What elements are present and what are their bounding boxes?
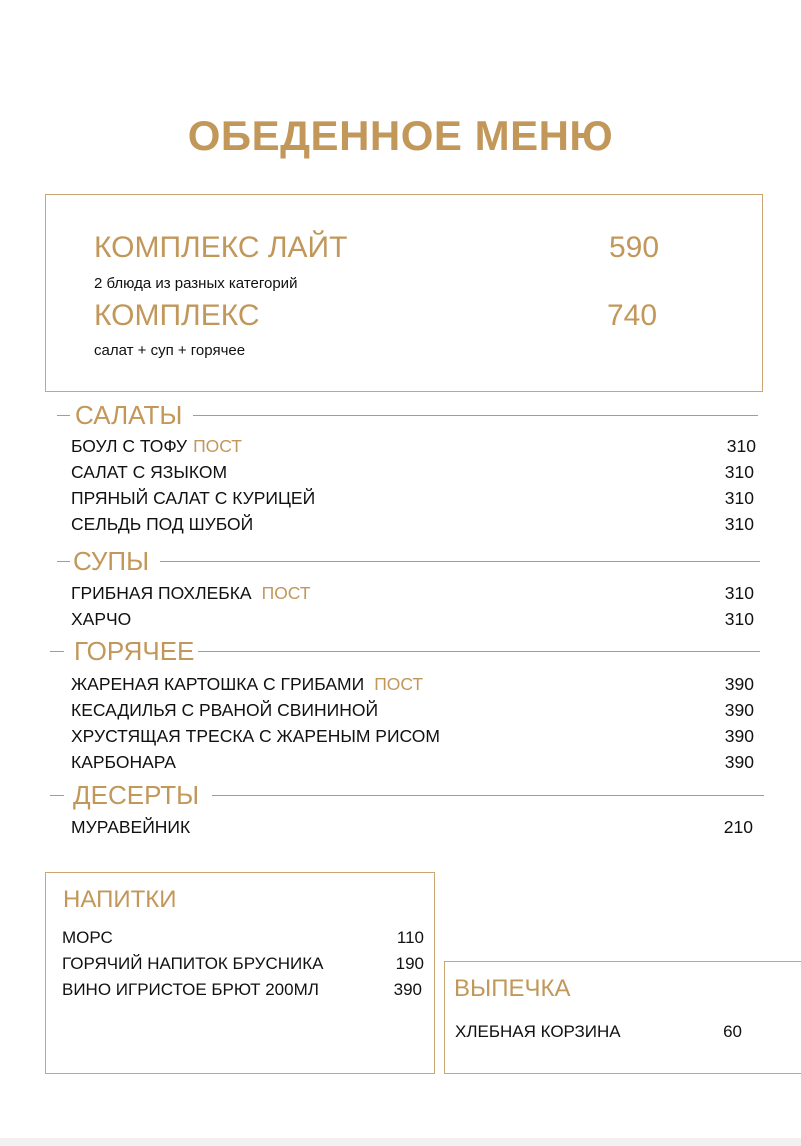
combo-full-name: КОМПЛЕКС: [94, 299, 260, 332]
drink-item: МОРС: [62, 928, 113, 947]
menu-item: КЕСАДИЛЬЯ С РВАНОЙ СВИНИНОЙ: [71, 700, 379, 720]
section-desserts-title: ДЕСЕРТЫ: [73, 780, 200, 810]
section-salads-title: САЛАТЫ: [75, 400, 183, 430]
menu-item: КАРБОНАРА: [71, 752, 176, 772]
section-rule: [160, 561, 760, 562]
page-bottom-strip: [0, 1138, 801, 1146]
section-dash: [57, 561, 70, 562]
menu-item-price: 210: [723, 817, 753, 837]
combo-lite-price: 590: [609, 231, 660, 264]
section-hot-title: ГОРЯЧЕЕ: [74, 636, 195, 666]
section-dash: [50, 795, 64, 796]
section-soups-header: [0, 546, 801, 576]
menu-item: ГРИБНАЯ ПОХЛЕБКА ПОСТ: [71, 583, 311, 603]
section-hot-header: [0, 636, 801, 666]
menu-item-price: 310: [724, 462, 754, 482]
bakery-box: [444, 961, 801, 1074]
menu-item-price: 390: [724, 726, 754, 746]
menu-item-price: 310: [726, 436, 756, 456]
lent-badge: ПОСТ: [261, 583, 311, 603]
lent-badge: ПОСТ: [193, 436, 242, 456]
bakery-price: 60: [723, 1022, 742, 1041]
menu-item: ХРУСТЯЩАЯ ТРЕСКА С ЖАРЕНЫМ РИСОМ: [71, 726, 440, 746]
combo-full-price: 740: [607, 299, 658, 332]
combo-full-description: салат + суп + горячее: [94, 342, 246, 359]
section-rule: [198, 651, 760, 652]
drink-item: ГОРЯЧИЙ НАПИТОК БРУСНИКА: [62, 954, 324, 973]
menu-item: ЖАРЕНАЯ КАРТОШКА С ГРИБАМИ ПОСТ: [71, 674, 424, 694]
section-rule: [212, 795, 764, 796]
section-desserts-header: [0, 780, 801, 810]
drinks-box: [45, 872, 435, 1074]
drink-item: ВИНО ИГРИСТОЕ БРЮТ 200МЛ: [62, 980, 319, 999]
combo-box: [45, 194, 763, 392]
combo-lite-description: 2 блюда из разных категорий: [94, 275, 298, 292]
menu-item-price: 310: [724, 488, 754, 508]
page-title: ОБЕДЕННОЕ МЕНЮ: [187, 112, 614, 159]
menu-item: МУРАВЕЙНИК: [71, 817, 191, 837]
menu-item-price: 310: [724, 609, 754, 629]
section-dash: [50, 651, 64, 652]
menu-item: СЕЛЬДЬ ПОД ШУБОЙ: [71, 514, 254, 534]
bakery-item: ХЛЕБНАЯ КОРЗИНА: [455, 1022, 621, 1041]
section-rule: [193, 415, 758, 416]
drink-price: 190: [395, 954, 424, 973]
menu-item: САЛАТ С ЯЗЫКОМ: [71, 462, 228, 482]
menu-item-price: 390: [724, 752, 754, 772]
menu-item: БОУЛ С ТОФУ ПОСТ: [71, 436, 242, 456]
section-salads-header: [0, 400, 801, 430]
menu-item: ХАРЧО: [71, 609, 132, 629]
drink-price: 110: [396, 928, 424, 947]
menu-item: ПРЯНЫЙ САЛАТ С КУРИЦЕЙ: [71, 488, 316, 508]
bakery-title: ВЫПЕЧКА: [454, 975, 571, 1002]
drink-price: 390: [393, 980, 422, 999]
menu-item-price: 390: [724, 674, 754, 694]
drinks-title: НАПИТКИ: [63, 886, 177, 913]
combo-lite-name: КОМПЛЕКС ЛАЙТ: [94, 231, 348, 264]
section-dash: [57, 415, 70, 416]
lent-badge: ПОСТ: [374, 674, 424, 694]
section-soups-title: СУПЫ: [73, 546, 150, 576]
menu-item-price: 390: [724, 700, 754, 720]
menu-item-price: 310: [724, 583, 754, 603]
menu-item-price: 310: [724, 514, 754, 534]
